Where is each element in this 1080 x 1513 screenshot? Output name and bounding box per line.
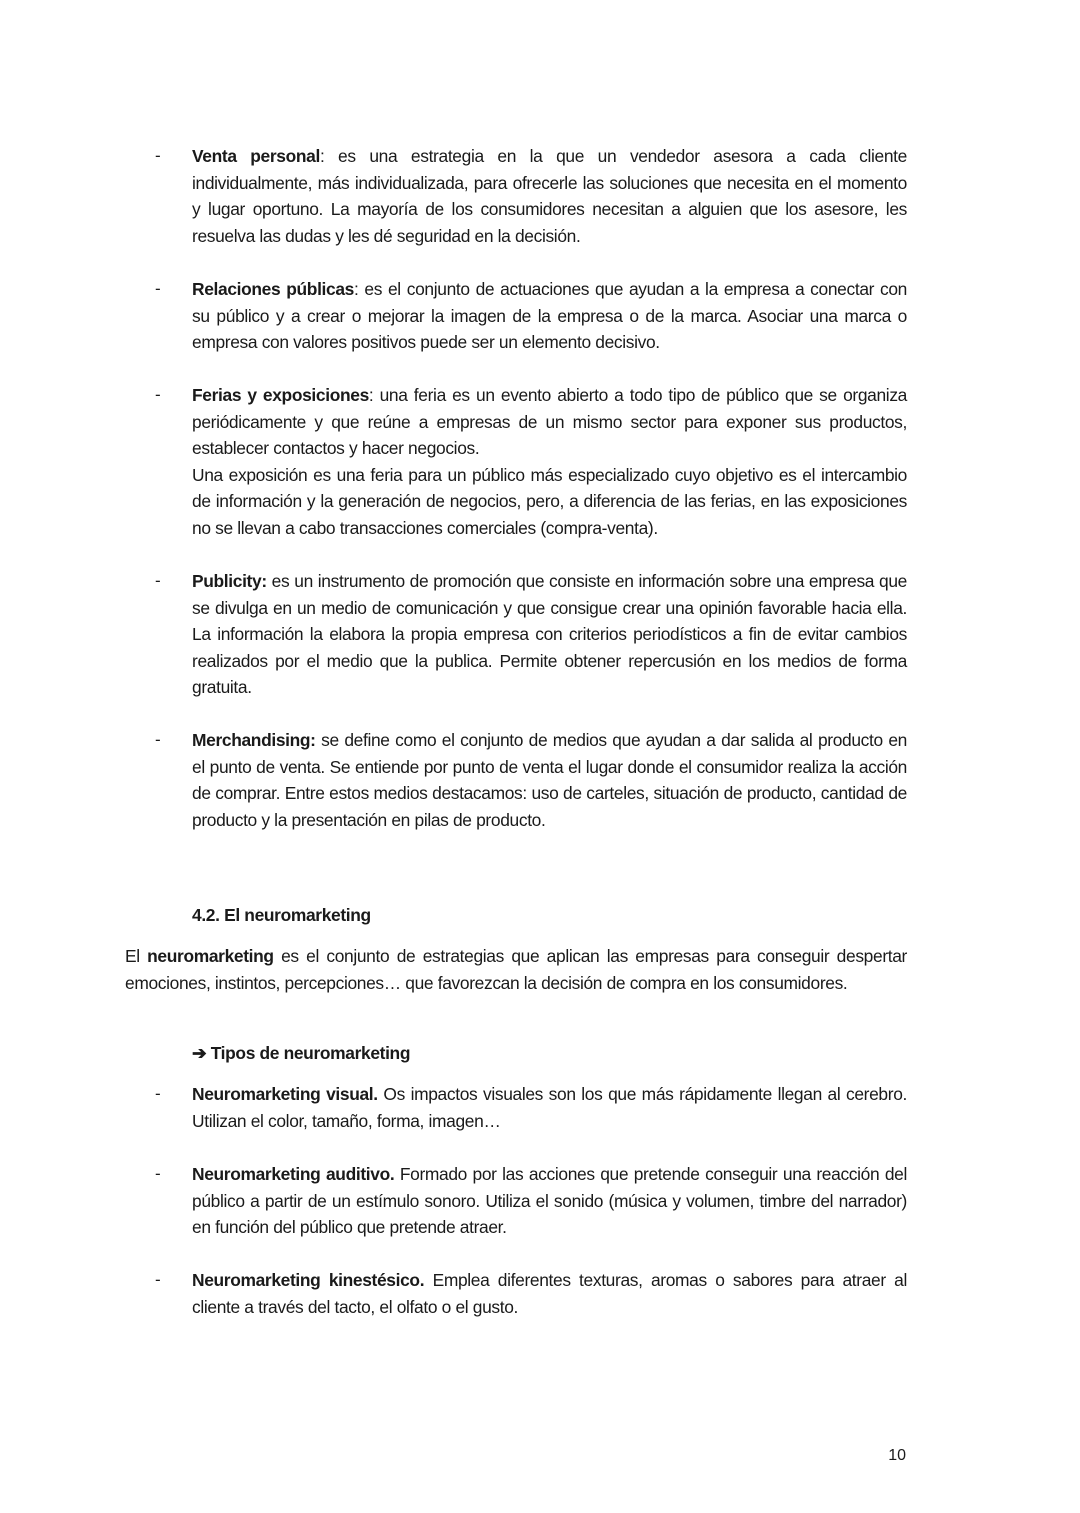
definition-continued: Una exposición es una feria para un público más especializado cuyo objetivo es el intercambio de información y la generación de negocios, pero, a diferencia de las ferias, en las exposiciones no se llevan a cabo transacciones comerciales (compra-venta). (192, 464, 907, 538)
list-item-venta-personal (155, 143, 907, 249)
bullet-dash: - (155, 1270, 161, 1289)
term: Publicity: (192, 571, 267, 591)
section-heading: 4.2. El neuromarketing (192, 905, 371, 925)
term: neuromarketing (147, 946, 274, 966)
list-item-body: Relaciones públicas: es el conjunto de actuaciones que ayudan a la empresa a conectar con su público y a crear o mejorar la imagen de la empresa o de la marca. Asociar una marca o empresa con valores positivos puede ser un elemento decisivo. (192, 279, 907, 352)
list-item-neuromarketing-kinestesico (155, 1267, 907, 1320)
bullet-dash: - (155, 1084, 161, 1103)
term: Neuromarketing kinestésico. (192, 1270, 425, 1290)
definition: se define como el conjunto de medios que ayudan a dar salida al producto en el punto de venta. Se entiende por punto de venta el lugar donde el consumidor realiza la acción de comprar. Entre estos medios destacamos: uso de carteles, situación de producto, cantidad de producto y la presentación en pilas de producto. (192, 730, 907, 830)
list-item-body (192, 1161, 907, 1241)
definition: Emplea diferentes texturas, aromas o sabores para atraer al cliente a través del tacto, el olfato o el gusto. (192, 1270, 907, 1317)
list-item-neuromarketing-visual (155, 1081, 907, 1134)
bullet-dash: - (155, 1164, 161, 1183)
term: Relaciones públicas (192, 279, 354, 299)
list-item-body: Ferias y exposiciones: una feria es un evento abierto a todo tipo de público que se organiza periódicamente y que reúne a empresas de un mismo sector para exponer sus productos, establecer contactos y hacer negocios. Una exposición es una feria para un público más especializado cuyo objetivo es el intercambio de información y la generación de negocios, pero, a diferencia de las ferias, en las exposiciones no se llevan a cabo transacciones comerciales (compra-venta). (192, 382, 907, 541)
bullet-dash: - (155, 385, 161, 404)
subheading (192, 1040, 410, 1067)
list-item-body (192, 1081, 907, 1134)
definition: una feria es un evento abierto a todo tipo de público que se organiza periódicamente y que reúne a empresas de un mismo sector para exponer sus productos, establecer contactos y hacer negocios. (192, 385, 907, 458)
list-item-body (192, 1267, 907, 1320)
list-item-neuromarketing-auditivo (155, 1161, 907, 1241)
page-number: 10 (888, 1447, 906, 1464)
term: Venta personal (192, 146, 320, 166)
definition: Os impactos visuales son los que más rápidamente llegan al cerebro. Utilizan el color, tamaño, forma, imagen… (192, 1084, 907, 1131)
definition: es el conjunto de actuaciones que ayudan a la empresa a conectar con su público y a crear o mejorar la imagen de la empresa o de la marca. Asociar una marca o empresa con valores positivos puede ser un elemento decisivo. (192, 279, 907, 352)
list-item-publicity (155, 568, 907, 701)
list-item-ferias-exposiciones (155, 382, 907, 541)
term: Neuromarketing visual. (192, 1084, 378, 1104)
list-item-body: Venta personal: es una estrategia en la que un vendedor asesora a cada cliente individualmente, más individualizada, para ofrecerle las soluciones que necesita en el momento y lugar oportuno. La mayoría de los consumidores necesitan a alguien que los asesore, les resuelva las dudas y les dé seguridad en la decisión. (192, 146, 907, 246)
subheading-label: Tipos de neuromarketing (210, 1043, 411, 1063)
definition: es un instrumento de promoción que consiste en información sobre una empresa que se divulga en un medio de comunicación y que consigue crear una opinión favorable hacia ella. La información la elabora la propia empresa con criterios periodísticos a fin de evitar cambios realizados por el medio que la publica. Permite obtener repercusión en los medios de forma gratuita. (192, 571, 907, 697)
term: Neuromarketing auditivo. (192, 1164, 395, 1184)
definition: es una estrategia en la que un vendedor asesora a cada cliente individualmente, más individualizada, para ofrecerle las soluciones que necesita en el momento y lugar oportuno. La mayoría de los consumidores necesitan a alguien que los asesore, les resuelva las dudas y les dé seguridad en la decisión. (192, 146, 907, 246)
list-item-relaciones-publicas (155, 276, 907, 356)
arrow-icon: ➔ (192, 1043, 207, 1063)
term: Ferias y exposiciones (192, 385, 369, 405)
definition: Formado por las acciones que pretende conseguir una reacción del público a partir de un estímulo sonoro. Utiliza el sonido (música y volumen, timbre del narrador) en función del público que pretende atraer. (192, 1164, 907, 1237)
bullet-dash: - (155, 279, 161, 298)
bullet-dash: - (155, 571, 161, 590)
list-item-merchandising (155, 727, 907, 833)
intro-paragraph: El neuromarketing es el conjunto de estrategias que aplican las empresas para conseguir despertar emociones, instintos, percepciones… que favorezcan la decisión de compra en los consumidores. (125, 946, 907, 993)
list-item-body (192, 727, 907, 833)
bullet-dash: - (155, 730, 161, 749)
list-item-body (192, 568, 907, 701)
term: Merchandising: (192, 730, 316, 750)
bullet-dash: - (155, 146, 161, 165)
